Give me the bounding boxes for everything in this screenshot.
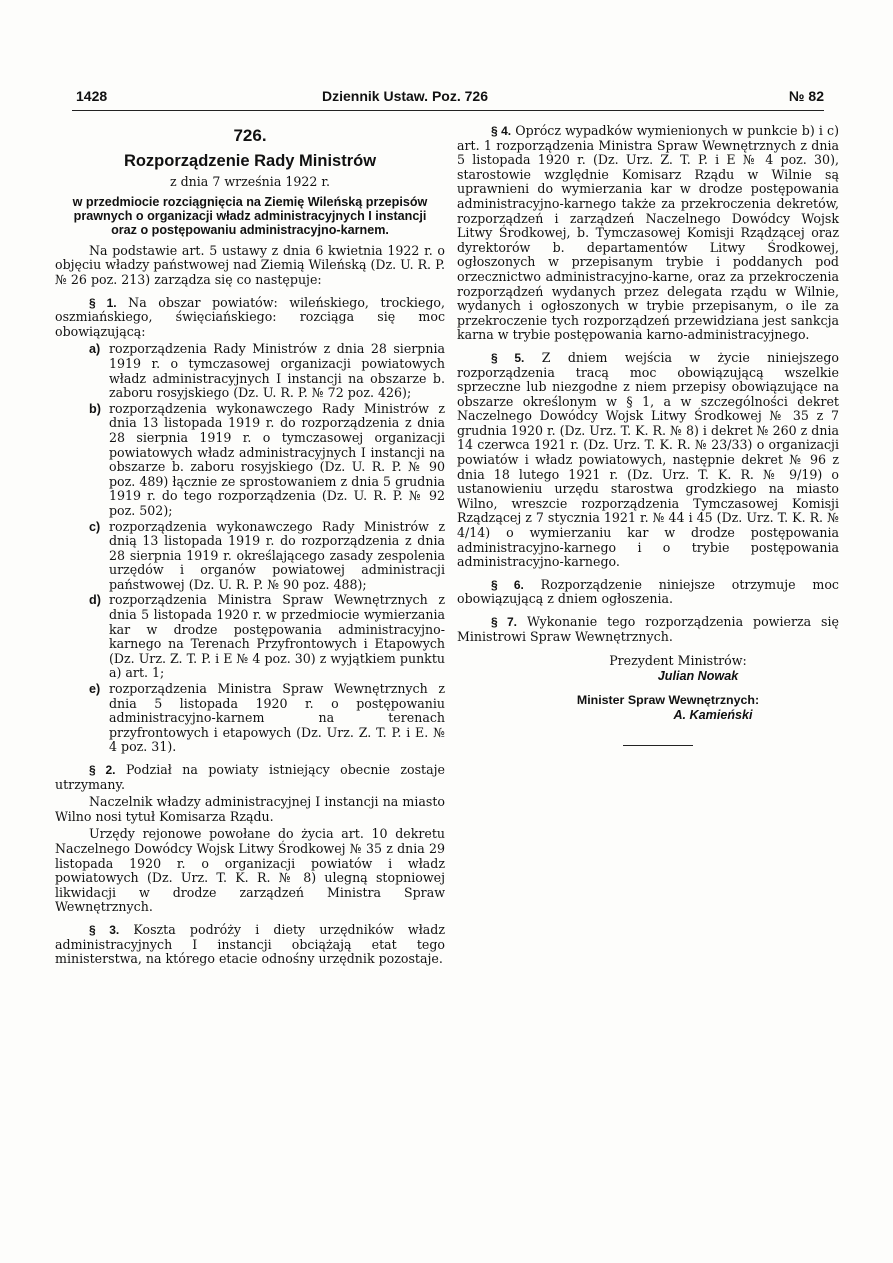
- section-5-label: § 5.: [491, 350, 525, 365]
- page-header: [72, 88, 824, 110]
- act-subject: w przedmiocie rozciągnięcia na Ziemię Wileńską przepisów prawnych o organizacji władz administracyjnych I instancji oraz o postępowaniu administracyjno-karnem.: [72, 194, 428, 238]
- signature-name-president: Julian Nowak: [657, 668, 739, 683]
- section-4-label: § 4.: [491, 124, 512, 138]
- list-item-text: rozporządzenia wykonawczego Rady Ministrów z dnią 13 listopada 1919 r. do rozporządzenia z dnia 28 sierpnia 1919 r. określającego zasady zespolenia urzędów i organów powiatowej administracji państwowej (Dz. U. R. P. № 90 poz. 488);: [109, 518, 445, 592]
- section-6: [457, 578, 839, 607]
- list-item-text: rozporządzenia wykonawczego Rady Ministrów z dnia 13 listopada 1919 r. do rozporządzenia z dnia 28 sierpnia 1919 r. o tymczasowej organizacji powiatowych władz administracyjnych I instancji na obszarze b. zaboru rosyjskiego (Dz. U. R. P. № 90 poz. 489) łącznie ze sprostowaniem z dnia 5 grudnia 1919 r. do tego rozporządzenia (Dz. U. R. P. № 92 poz. 502);: [109, 400, 445, 518]
- act-title: Rozporządzenie Rady Ministrów: [123, 152, 377, 170]
- act-date: z dnia 7 września 1922 r.: [169, 174, 331, 189]
- signature-name-minister: A. Kamieński: [673, 707, 753, 722]
- signature-block: [457, 654, 839, 722]
- section-6-text: Rozporządzenie niniejsze otrzymuje moc obowiązującą z dniem ogłoszenia.: [457, 576, 839, 607]
- list-item-text: rozporządzenia Ministra Spraw Wewnętrznych z dnia 5 listopada 1920 r. o postępowaniu administracyjno-karnem na terenach przyfrontowych i etapowych (Dz. Urz. Z. T. P. i E. № 4 poz. 31).: [109, 681, 445, 755]
- list-item: [55, 682, 445, 755]
- section-3-text: Koszta podróży i diety urzędników władz administracyjnych I instancji obciążają etat tego ministerstwa, na którego etacie odnośny urzędnik pozostaje.: [55, 921, 446, 967]
- journal-title: Dziennik Ustaw. Poz. 726: [322, 88, 488, 104]
- preamble: Na podstawie art. 5 ustawy z dnia 6 kwietnia 1922 r. o objęciu władzy państwowej nad Ziemią Wileńską (Dz. U. R. P. № 26 poz. 213) zarządza się co następuje:: [55, 242, 445, 287]
- section-2: [55, 763, 445, 792]
- section-1-label: § 1.: [89, 295, 117, 310]
- header-rule: [72, 110, 824, 111]
- section-7-label: § 7.: [491, 615, 517, 629]
- section-2-text: Podział na powiaty istniejący obecnie zostaje utrzymany.: [55, 762, 445, 792]
- section-2-paragraph-2: Naczelnik władzy administracyjnej I instancji na miasto Wilno nosi tytuł Komisarza Rządu.: [55, 794, 445, 824]
- list-item: [55, 402, 445, 519]
- act-number: 726.: [233, 126, 267, 145]
- section-6-label: § 6.: [491, 577, 524, 592]
- list-item-label: a): [89, 342, 101, 357]
- section-4-text: Oprócz wypadków wymienionych w punkcie b) i c) art. 1 rozporządzenia Ministra Spraw Wewnętrznych z dnia 5 listopada 1920 r. (Dz. Urz. Z. T. P. i E № 4 poz. 30), starostowie względnie Komisarz Rządu w Wilnie są uprawnieni do wymierzania kar w drodze postępowania administracyjno-karnego także za przekroczenia dekretów, rozporządzeń i zarządzeń Naczelnego Dowódcy Wojsk Litwy Środkowej, b. Tymczasowej Komisji Rządzącej oraz dyrektorów b. departamentów Litwy Środkowej, ogłoszonych w przepisanym trybie i poddanych pod orzecznictwo administracyjno-karne, oraz za przekroczenia rozporządzeń wydanych przez delegata rządu w Wilnie, wydanych i ogłoszonych w trybie przepisanym, o ile za przekroczenie tych rozporządzeń przewidziana jest sankcja karna w trybie postępowania karno-administracyjnego.: [457, 123, 839, 343]
- section-1: [55, 296, 445, 340]
- list-item-label: d): [89, 593, 101, 608]
- section-1-text: Na obszar powiatów: wileńskiego, trockiego, oszmiańskiego, święciańskiego: rozciąga się moc obowiązującą:: [55, 294, 445, 339]
- right-column: [457, 124, 839, 746]
- end-rule: [623, 745, 693, 746]
- list-item: [55, 593, 445, 681]
- list-item-label: c): [89, 519, 101, 534]
- issue-number: № 82: [788, 88, 824, 104]
- list-item: [55, 520, 445, 593]
- section-2-paragraph-3: Urzędy rejonowe powołane do życia art. 10 dekretu Naczelnego Dowódcy Wojsk Litwy Środkowej № 35 z dnia 29 listopada 1920 r. o organizacji powiatów i władz powiatowych (Dz. Urz. T. K. R. № 8) ulegną stopniowej likwidacji w drodze zarządzeń Ministra Spraw Wewnętrznych.: [55, 826, 445, 915]
- section-2-label: § 2.: [89, 763, 116, 777]
- section-7-text: Wykonanie tego rozporządzenia powierza się Ministrowi Spraw Wewnętrznych.: [457, 614, 840, 644]
- left-column: [55, 124, 445, 970]
- section-7: [457, 615, 839, 644]
- page-number: 1428: [76, 88, 108, 104]
- section-5: [457, 351, 839, 570]
- signature-role-president: Prezydent Ministrów:: [609, 653, 747, 669]
- list-item-label: b): [89, 401, 101, 416]
- list-item: [55, 342, 445, 400]
- list-item-text: rozporządzenia Ministra Spraw Wewnętrznych z dnia 5 listopada 1920 r. w przedmiocie wymierzania kar w drodze postępowania administracyjno-karnego na Terenach Przyfrontowych i Etapowych (Dz. Urz. Z. T. P. i E № 4 poz. 30) z wyjątkiem punktu a) art. 1;: [109, 592, 445, 681]
- section-3: [55, 923, 445, 967]
- signature-role-minister: Minister Spraw Wewnętrznych:: [576, 693, 760, 708]
- section-4: [457, 124, 839, 343]
- section-5-text: Z dniem wejścia w życie niniejszego rozporządzenia tracą moc obowiązującą wszelkie sprzeczne lub niezgodne z niem przepisy obowiązujące na obszarze określonym w § 1, a w szczególności dekret Naczelnego Dowódcy Wojsk Litwy Środkowej № 35 z 7 grudnia 1920 r. (Dz. Urz. T. K. R. № 8) i dekret № 260 z dnia 14 czerwca 1921 r. (Dz. Urz. T. K. R. № 23/33) o organizacji powiatów i władz powiatowych, następnie dekret № 96 z dnia 18 lutego 1921 r. (Dz. Urz. T. K. R. № 9/19) o ustanowieniu urzędu starostwa grodzkiego na miasto Wilno, wreszcie rozporządzenia Tymczasowej Komisji Rządzącej z 7 stycznia 1921 r. № 44 i 45 (Dz. Urz. T. K. R. № 4/14) o wymierzaniu kar w drodze postępowania administracyjno-karnego i o trybie postępowania administracyjno-karnego.: [457, 349, 839, 570]
- section-3-label: § 3.: [89, 922, 120, 937]
- list-item-text: rozporządzenia Rady Ministrów z dnia 28 sierpnia 1919 r. o tymczasowej organizacji powiatowych władz administracyjnych I instancji na obszarze b. zaboru rosyjskiego (Dz. U. R. P. № 72 poz. 426);: [109, 341, 445, 401]
- list-item-label: e): [89, 682, 101, 697]
